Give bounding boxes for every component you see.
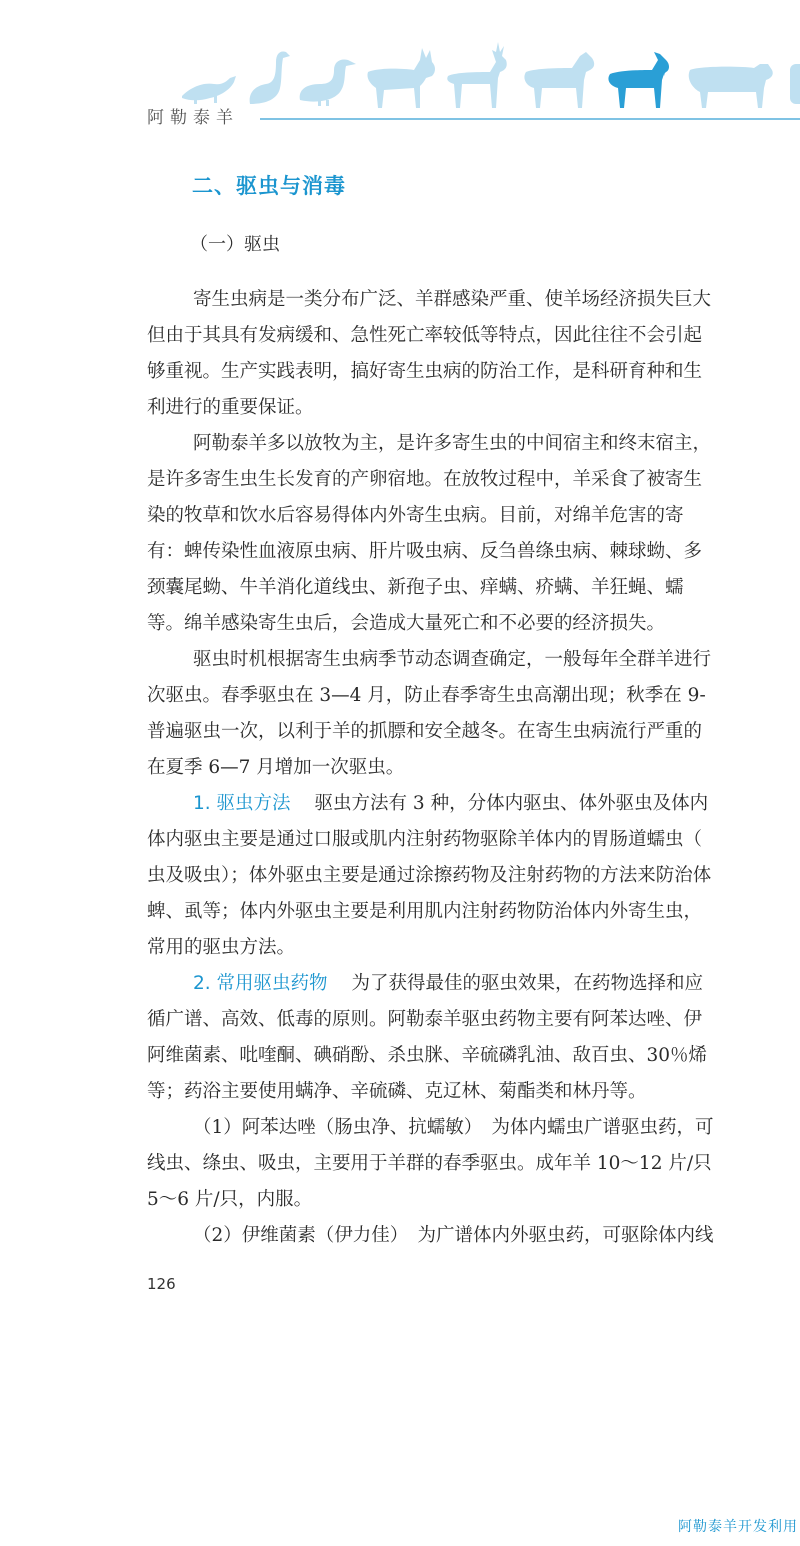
text-line-content: 蜱、虱等；体内外驱虫主要是利用肌内注射药物防治体内外寄生虫， — [147, 901, 703, 922]
text-line — [147, 1182, 800, 1218]
text-line — [147, 822, 800, 858]
text-line — [147, 714, 800, 750]
text-line — [147, 282, 800, 318]
text-line-content: 阿维菌素、吡喹酮、碘硝酚、杀虫脒、辛硫磷乳油、敌百虫、30％烯 — [147, 1045, 708, 1066]
text-line — [147, 534, 800, 570]
text-line-content: （1）阿苯达唑（肠虫净、抗蠕敏） 为体内蠕虫广谱驱虫药，可 — [193, 1117, 714, 1138]
text-line-content: 循广谱、高效、低毒的原则。阿勒泰羊驱虫药物主要有阿苯达唑、伊 — [147, 1009, 703, 1030]
text-line — [147, 858, 800, 894]
text-line — [147, 462, 800, 498]
text-line — [147, 930, 800, 966]
text-line-content: （2）伊维菌素（伊力佳） 为广谱体内外驱虫药，可驱除体内线 — [193, 1225, 714, 1246]
horse-icon — [524, 52, 594, 108]
footer-book-title: 阿勒泰羊开发利用 — [678, 1519, 798, 1535]
running-head: 阿勒泰羊 — [147, 108, 239, 128]
cow-icon — [689, 64, 773, 108]
page-header — [0, 0, 800, 135]
text-line — [147, 1002, 800, 1038]
text-line — [147, 606, 800, 642]
subsection-title: （一）驱虫 — [190, 234, 280, 255]
duck-icon — [300, 59, 356, 106]
inline-heading: 1. 驱虫方法 — [193, 793, 291, 814]
text-line — [147, 426, 800, 462]
text-line — [147, 1038, 800, 1074]
text-line-content: 等。绵羊感染寄生虫后，会造成大量死亡和不必要的经济损失。 — [147, 613, 666, 634]
text-line — [147, 1110, 800, 1146]
text-line — [147, 1218, 800, 1254]
text-line-content: 线虫、绦虫、吸虫，主要用于羊群的春季驱虫。成年羊 10～12 片/只 — [147, 1153, 712, 1174]
text-line-content: 利进行的重要保证。 — [147, 397, 314, 418]
animal-silhouette-banner — [180, 38, 800, 110]
text-line-content: 寄生虫病是一类分布广泛、羊群感染严重、使羊场经济损失巨大 — [193, 289, 712, 310]
text-line-content: 驱虫方法有 3 种，分体内驱虫、体外驱虫及体内 — [314, 793, 709, 814]
text-line-content: 阿勒泰羊多以放牧为主，是许多寄生虫的中间宿主和终末宿主， — [193, 433, 712, 454]
text-line — [147, 678, 800, 714]
text-line — [147, 966, 800, 1002]
text-line-content: 有：蜱传染性血液原虫病、肝片吸虫病、反刍兽绦虫病、棘球蚴、多 — [147, 541, 703, 562]
text-line-content: 是许多寄生虫生长发育的产卵宿地。在放牧过程中，羊采食了被寄生 — [147, 469, 703, 490]
body-text — [147, 282, 800, 1254]
text-line-content: 5～6 片/只，内服。 — [147, 1189, 313, 1210]
page-number: 126 — [147, 1275, 176, 1293]
text-line-content: 但由于其具有发病缓和、急性死亡率较低等特点，因此往往不会引起 — [147, 325, 703, 346]
text-line — [147, 750, 800, 786]
ferret-icon — [182, 76, 236, 104]
goat-icon — [608, 52, 669, 108]
text-line-content: 次驱虫。春季驱虫在 3—4 月，防止春季寄生虫高潮出现；秋季在 9- — [147, 685, 706, 706]
donkey-icon — [367, 48, 435, 108]
header-rule — [260, 118, 800, 120]
text-line-content: 够重视。生产实践表明，搞好寄生虫病的防治工作，是科研育种和生 — [147, 361, 703, 382]
text-line-content: 颈囊尾蚴、牛羊消化道线虫、新孢子虫、痒螨、疥螨、羊狂蝇、蠕 — [147, 577, 684, 598]
text-line — [147, 318, 800, 354]
text-line-content: 等；药浴主要使用螨净、辛硫磷、克辽林、菊酯类和林丹等。 — [147, 1081, 647, 1102]
text-line — [147, 894, 800, 930]
text-line — [147, 1074, 800, 1110]
text-line — [147, 498, 800, 534]
text-line — [147, 642, 800, 678]
text-line-content: 在夏季 6—7 月增加一次驱虫。 — [147, 757, 405, 778]
text-line — [147, 786, 800, 822]
deer-icon — [447, 42, 507, 108]
text-line-content: 驱虫时机根据寄生虫病季节动态调查确定，一般每年全群羊进行 — [193, 649, 712, 670]
text-line-content: 体内驱虫主要是通过口服或肌内注射药物驱除羊体内的胃肠道蠕虫（ — [147, 829, 703, 850]
text-line — [147, 1146, 800, 1182]
goose-icon — [250, 51, 290, 104]
text-line — [147, 570, 800, 606]
text-line — [147, 354, 800, 390]
section-title: 二、驱虫与消毒 — [192, 174, 346, 198]
inline-heading: 2. 常用驱虫药物 — [193, 973, 328, 994]
partial-animal-icon — [790, 64, 800, 104]
text-line — [147, 390, 800, 426]
text-line-content: 普遍驱虫一次，以利于羊的抓膘和安全越冬。在寄生虫病流行严重的 — [147, 721, 703, 742]
text-line-content: 染的牧草和饮水后容易得体内外寄生虫病。目前，对绵羊危害的寄 — [147, 505, 684, 526]
text-line-content: 为了获得最佳的驱虫效果，在药物选择和应 — [351, 973, 704, 994]
text-line-content: 虫及吸虫）；体外驱虫主要是通过涂擦药物及注射药物的方法来防治体 — [147, 865, 712, 886]
text-line-content: 常用的驱虫方法。 — [147, 937, 296, 958]
